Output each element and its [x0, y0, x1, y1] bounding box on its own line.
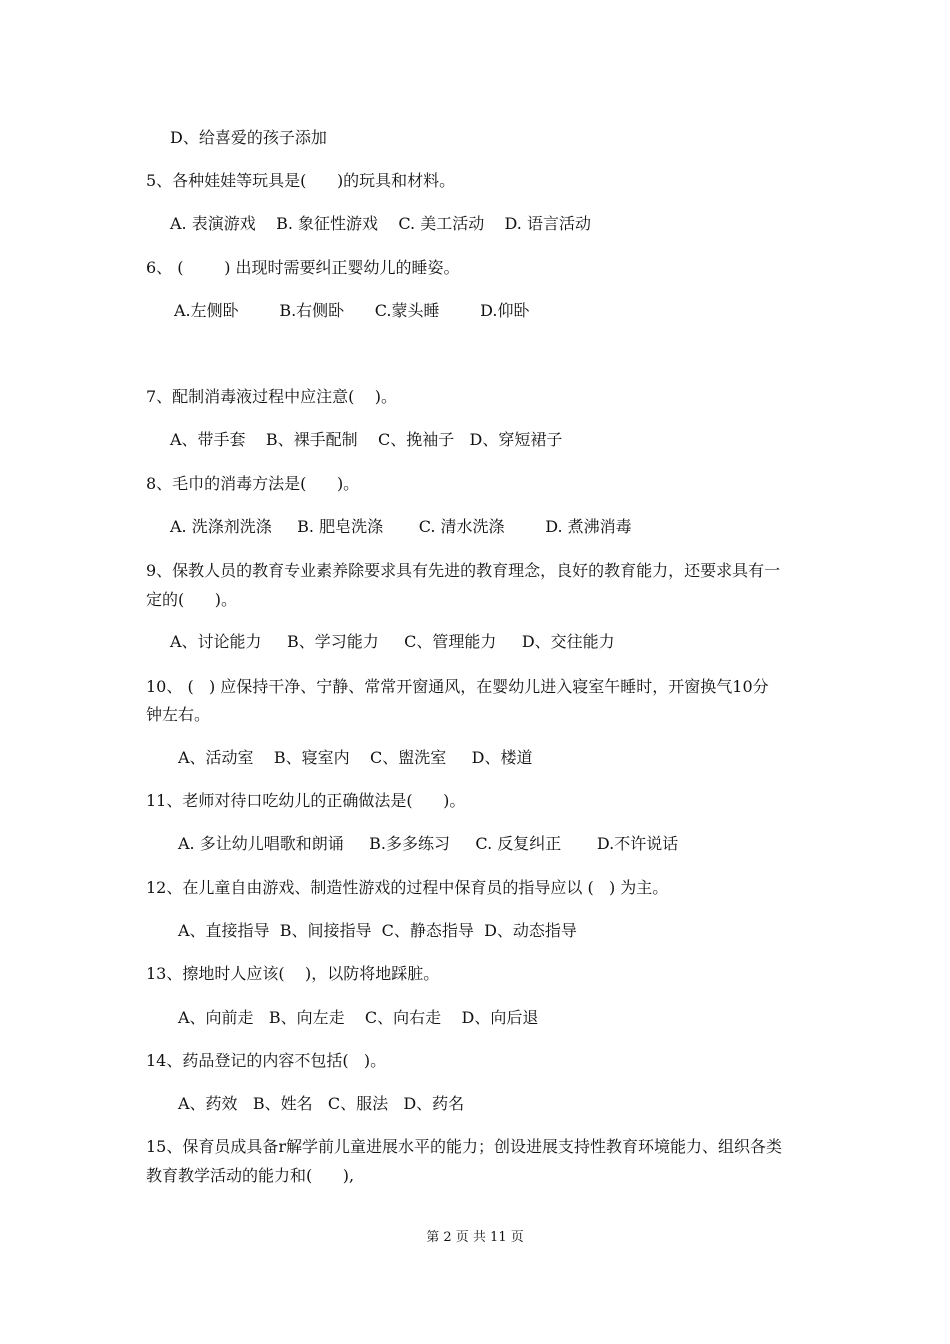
question-13-options: A、向前走 B、向左走 C、向右走 D、向后退 — [178, 1008, 539, 1027]
question-10-continued: 钟左右。 — [146, 705, 211, 724]
question-12: 12、在儿童自由游戏、制造性游戏的过程中保育员的指导应以 ( ) 为主。 — [146, 878, 669, 897]
question-15-continued: 教育教学活动的能力和( ), — [146, 1166, 355, 1185]
question-10: 10、 ( ) 应保持干净、宁静、常常开窗通风，在婴幼儿进入寝室午睡时，开窗换气10分 — [146, 677, 769, 696]
question-7-options: A、带手套 B、裸手配制 C、挽袖子 D、穿短裙子 — [170, 430, 563, 449]
question-11: 11、老师对待口吃幼儿的正确做法是( )。 — [146, 791, 466, 810]
question-6: 6、 ( ) 出现时需要纠正婴幼儿的睡姿。 — [146, 258, 460, 277]
q4-option-d: D、给喜爱的孩子添加 — [170, 128, 327, 147]
question-14-options: A、药效 B、姓名 C、服法 D、药名 — [178, 1094, 465, 1113]
question-9: 9、保教人员的教育专业素养除要求具有先进的教育理念，良好的教育能力，还要求具有一 — [146, 561, 781, 580]
question-15: 15、保育员成具备r解学前儿童进展水平的能力；创设进展支持性教育环境能力、组织各类 — [146, 1137, 783, 1156]
question-5: 5、各种娃娃等玩具是( )的玩具和材料。 — [146, 171, 456, 190]
question-14: 14、药品登记的内容不包括( )。 — [146, 1051, 387, 1070]
question-6-options: A.左侧卧 B.右侧卧 C.蒙头睡 D.仰卧 — [174, 301, 530, 320]
question-7: 7、配制消毒液过程中应注意( )。 — [146, 387, 398, 406]
question-10-options: A、活动室 B、寝室内 C、盥洗室 D、楼道 — [178, 748, 533, 767]
question-8: 8、毛巾的消毒方法是( )。 — [146, 474, 360, 493]
question-5-options: A. 表演游戏 B. 象征性游戏 C. 美工活动 D. 语言活动 — [170, 214, 591, 233]
page-footer: 第 2 页 共 11 页 — [426, 1230, 524, 1245]
question-9-options: A、讨论能力 B、学习能力 C、管理能力 D、交往能力 — [170, 632, 615, 651]
question-12-options: A、直接指导 B、间接指导 C、静态指导 D、动态指导 — [178, 921, 577, 940]
question-8-options: A. 洗涤剂洗涤 B. 肥皂洗涤 C. 清水洗涤 D. 煮沸消毒 — [170, 517, 632, 536]
question-13: 13、擦地时人应该( )，以防将地踩脏。 — [146, 964, 440, 983]
question-11-options: A. 多让幼儿唱歌和朗诵 B.多多练习 C. 反复纠正 D.不许说话 — [178, 834, 679, 853]
question-9-continued: 定的( )。 — [146, 590, 238, 609]
